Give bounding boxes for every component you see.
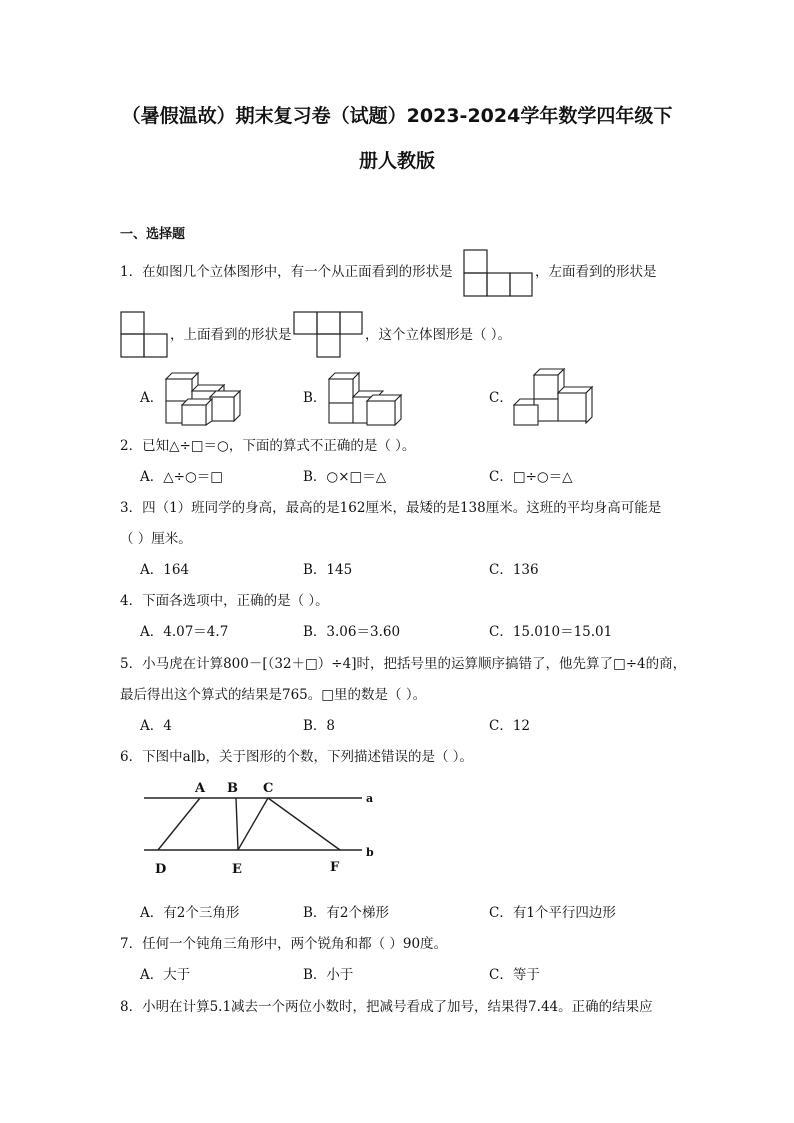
parallel-lines-figure: [140, 776, 380, 880]
question-4-text: 4．下面各选项中，正确的是（ ）。: [120, 593, 329, 609]
question-3-text-2: （ ）厘米。: [120, 531, 192, 547]
option-7c[interactable]: C．等于: [489, 967, 540, 983]
label-a: a: [366, 792, 374, 805]
option-3b[interactable]: B．145: [303, 562, 353, 578]
front-view-grid: [463, 249, 533, 297]
option-3a[interactable]: A．164: [140, 562, 190, 578]
option-2b[interactable]: B．○×□＝△: [303, 469, 387, 485]
question-2-text: 2．已知△÷□＝○，下面的算式不正确的是（ ）。: [120, 438, 416, 454]
option-6c[interactable]: C．有1个平行四边形: [489, 905, 616, 921]
question-1-text-2: ，左面看到的形状是: [535, 264, 657, 280]
question-5-text: 5．小马虎在计算800－[（32＋□）÷4]时，把括号里的运算顺序搞错了，他先算了□÷4的商，: [120, 656, 687, 672]
option-7a[interactable]: A．大于: [140, 967, 191, 983]
question-1-text-3: ，上面看到的形状是: [170, 327, 292, 343]
option-4a[interactable]: A．4.07＝4.7: [140, 624, 229, 640]
label-b: b: [366, 846, 374, 859]
option-3c[interactable]: C．136: [489, 562, 539, 578]
cube-figure-b[interactable]: [327, 367, 409, 427]
label-C: C: [263, 781, 274, 796]
option-4c[interactable]: C．15.010＝15.01: [489, 624, 613, 640]
section-heading: 一、选择题: [120, 227, 186, 242]
question-1-text: 1．在如图几个立体图形中，有一个从正面看到的形状是: [120, 264, 453, 280]
option-5c[interactable]: C．12: [489, 718, 531, 734]
question-6-text: 6．下图中a∥b，关于图形的个数，下列描述错误的是（ ）。: [120, 749, 474, 765]
top-view-grid: [293, 311, 363, 358]
option-7b[interactable]: B．小于: [303, 967, 354, 983]
page-title-line2: 册人教版: [358, 150, 435, 172]
label-E: E: [232, 862, 242, 877]
cube-figure-c[interactable]: [512, 367, 596, 427]
label-A: A: [195, 781, 206, 796]
question-8-text: 8．小明在计算5.1减去一个两位小数时，把减号看成了加号，结果得7.44。正确的结果应: [120, 999, 653, 1015]
option-1a[interactable]: A．: [140, 390, 164, 406]
left-view-grid: [120, 311, 168, 358]
page-title: （暑假温故）期末复习卷（试题）2023-2024学年数学四年级下: [121, 105, 673, 127]
option-1b[interactable]: B．: [303, 390, 327, 406]
option-5b[interactable]: B．8: [303, 718, 336, 734]
option-2a[interactable]: A．△÷○＝□: [140, 469, 223, 485]
option-2c[interactable]: C．□÷○＝△: [489, 469, 573, 485]
option-6b[interactable]: B．有2个梯形: [303, 905, 390, 921]
label-F: F: [330, 860, 340, 875]
question-7-text: 7．任何一个钝角三角形中，两个锐角和都（ ）90度。: [120, 936, 448, 952]
label-B: B: [227, 781, 238, 796]
option-5a[interactable]: A．4: [140, 718, 172, 734]
label-D: D: [155, 862, 167, 877]
cube-figure-a[interactable]: [164, 367, 244, 427]
option-1c[interactable]: C．: [489, 390, 513, 406]
question-5-text-2: 最后得出这个算式的结果是765。□里的数是（ ）。: [120, 687, 427, 703]
question-1-text-4: ，这个立体图形是（ ）。: [365, 327, 512, 343]
option-4b[interactable]: B．3.06＝3.60: [303, 624, 401, 640]
option-6a[interactable]: A．有2个三角形: [140, 905, 240, 921]
question-3-text: 3．四（1）班同学的身高，最高的是162厘米，最矮的是138厘米。这班的平均身高可能是: [120, 500, 662, 516]
